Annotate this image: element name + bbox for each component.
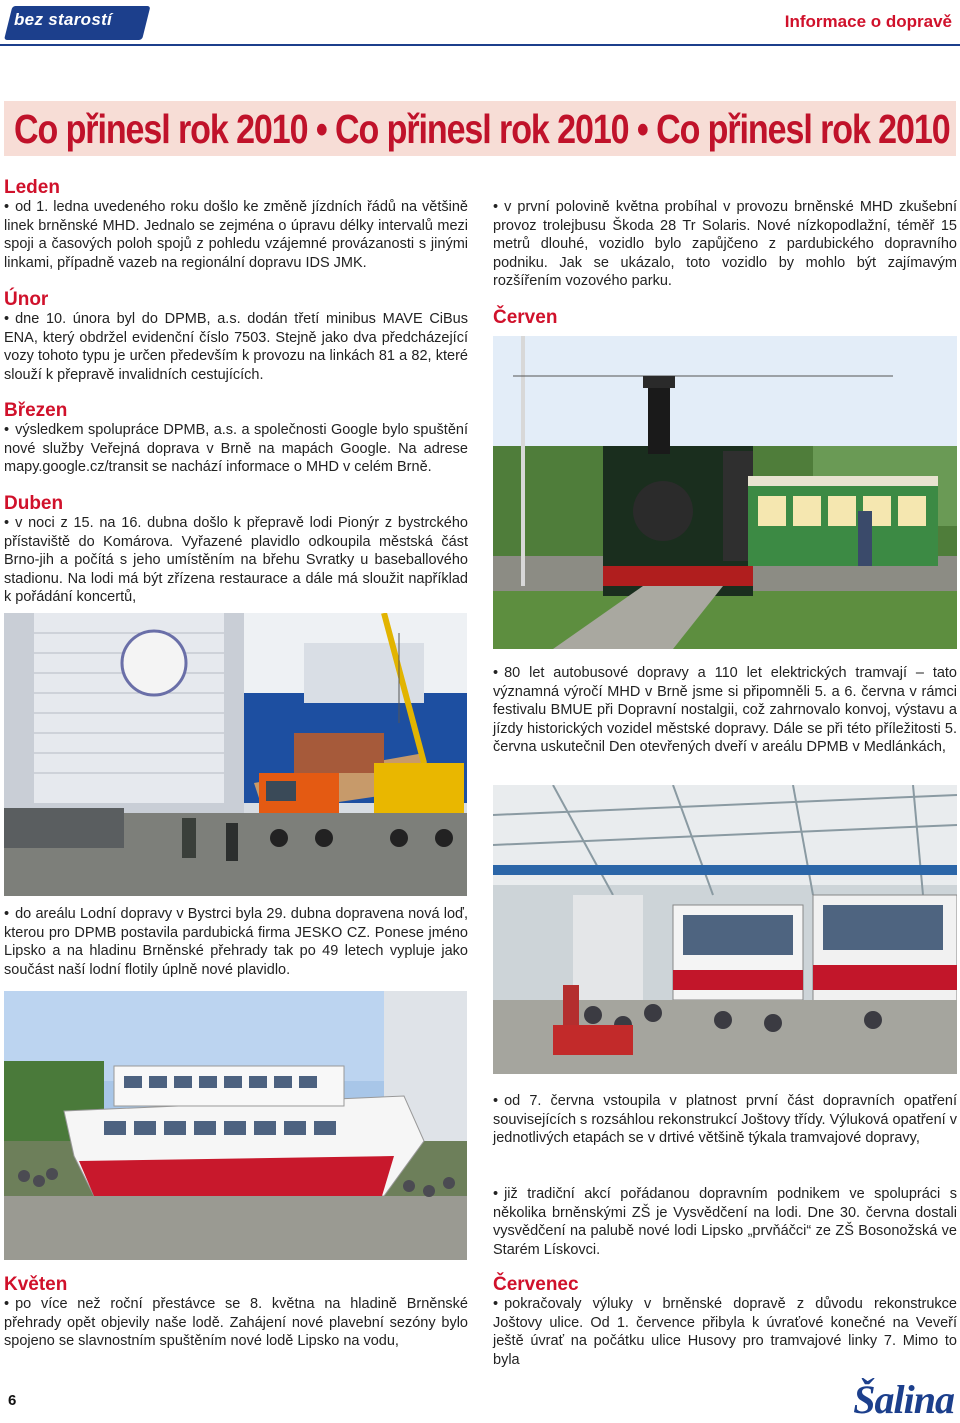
paragraph-leden [4, 198, 468, 272]
heading-leden: Leden [4, 177, 60, 198]
bullet: • [4, 199, 10, 215]
bullet: • [4, 515, 10, 531]
text-leden: od 1. ledna uvedeného roku došlo ke změně jízdních řádů na většině linek brněnské MHD. Jednalo se zejména o úpravu délky intervalů mezi spoji a časových poloh spojů z pohledu vzájemné provázanosti s jinými linkami, případně vazeb na regionální dopravu IDS JMK. [4, 199, 468, 271]
bullet: • [493, 1093, 499, 1109]
text-cerven-3: již tradiční akcí pořádanou dopravním podnikem ve spolupráci s několika brněnskými ZŠ je Vysvědčení na lodi. Dne 30. června dostali vysvědčení na palubě nové lodi Lipsko „prvňáčci“ ze ZŠ Bosonožská ve Starém Lískovci. [493, 1186, 957, 1258]
paragraph-unor [4, 310, 468, 384]
paragraph-duben-2 [4, 905, 468, 979]
text-cerven: 80 let autobusové dopravy a 110 let elektrických tramvají – tato významná výročí MHD v Brně jsme si připomněli 5. a 6. června v rámci festivalu BMUE při Dopravní nostalgii, což zahrnovalo konvoj, výstavu a jízdy historických vozidel městské dopravy. Dále se při této příležitosti 5. června uskutečnil Den otevřených dveří v areálu DPMB v Medlánkách, [493, 665, 957, 756]
paragraph-kveten [4, 1295, 468, 1351]
heading-kveten: Květen [4, 1274, 68, 1295]
text-kveten: po více než roční přestávce se 8. května na hladině Brněnské přehrady opět objevily naše lodě. Zahájení nové plavební sezóny bylo spojeno se slavnostním spuštěním nové lodě Lipsko na vodu, [4, 1296, 468, 1350]
bullet: • [493, 199, 499, 215]
text-kveten-right: v první polovině května probíhal v provozu brněnské MHD zkušební provoz trolejbusu Škoda 28 Tr Solaris. Nové nízkopodlažní, téměř 15 metrů dlouhé, vozidlo bylo zapůjčeno z pardubického dopravního podniku. Jak se ukázalo, toto vozidlo by mohlo být zajímavým rozšířením vozového parku. [493, 199, 957, 290]
bullet: • [493, 665, 499, 681]
photo-open-day-depot [493, 785, 957, 1074]
text-unor: dne 10. února byl do DPMB, a.s. dodán třetí minibus MAVE CiBus ENA, který obdržel evidenční číslo 7503. Stejně jako dva předcházející vozy tohoto typu je určen především k provozu na linkách 81 a 82, které slouží k přepravě invalidních cestujících. [4, 311, 468, 383]
bullet: • [4, 311, 10, 327]
bullet: • [4, 1296, 10, 1312]
bullet: • [493, 1296, 499, 1312]
heading-cerven: Červen [493, 307, 558, 328]
text-cerven-2: od 7. června vstoupila v platnost první část dopravních opatření souvisejících s rozsáhlou rekonstrukcí Joštovy třídy. Výluková opatření v jednotlivých etapách se v drtivé většině týkala tramvajové dopravy, [493, 1093, 957, 1147]
logo-text: bez starostí [14, 10, 113, 29]
heading-duben: Duben [4, 493, 64, 514]
photo-ship-lipsko [4, 991, 467, 1260]
bullet: • [4, 906, 10, 922]
text-duben-2: do areálu Lodní dopravy v Bystrci byla 29. dubna dopravena nová loď, kterou pro DPMB postavila pardubická firma JESKO CZ. Ponese jméno Lipsko a na hladinu Brněnské přehrady tak po 49 letech vypluje jako součást naší lodní flotily úplně nové plavidlo. [4, 906, 468, 978]
paragraph-cervenec [493, 1295, 957, 1369]
heading-unor: Únor [4, 289, 49, 310]
paragraph-cerven-2 [493, 1092, 957, 1148]
bullet: • [493, 1186, 499, 1202]
header-divider [0, 44, 960, 46]
text-duben: v noci z 15. na 16. dubna došlo k přepravě lodi Pionýr z bystrckého přístaviště do Komárova. Vyřazené plavidlo odkoupila městská část Brno-jih a počítá s jeho umístěním na břehu Svratky u baseballového stadionu. Na lodi má být zřízena restaurace a dále má sloužit například k pořádání koncertů, [4, 515, 468, 606]
photo-ship-transport [4, 613, 467, 896]
paragraph-cerven-3 [493, 1185, 957, 1259]
section-topic: Informace o dopravě [784, 12, 952, 31]
page-number: 6 [8, 1392, 17, 1409]
bullet: • [4, 422, 10, 438]
text-brezen: výsledkem spolupráce DPMB, a.s. a společnosti Google bylo spuštění nové služby Veřejná doprava v Brně na mapách Google. Na adrese mapy.google.cz/transit se nachází informace o MHD v celém Brně. [4, 422, 468, 476]
paragraph-kveten-right [493, 198, 957, 291]
paragraph-cerven [493, 664, 957, 757]
photo-steam-tram [493, 336, 957, 649]
heading-brezen: Březen [4, 400, 68, 421]
heading-cervenec: Červenec [493, 1274, 579, 1295]
paragraph-duben [4, 514, 468, 607]
paragraph-brezen [4, 421, 468, 477]
text-cervenec: pokračovaly výluky v brněnské dopravě z důvodu rekonstrukce Joštovy ulice. Od 1. července přibyla k úvraťové konečné na Veveří ještě úvrať na počátku ulice Husovy pro tramvajové linky 7. Mimo to byla [493, 1296, 957, 1368]
page-title: Co přinesl rok 2010 • Co přinesl rok 2010 • Co přinesl rok 2010 [14, 106, 950, 152]
brand-logo: Šalina [853, 1377, 954, 1422]
